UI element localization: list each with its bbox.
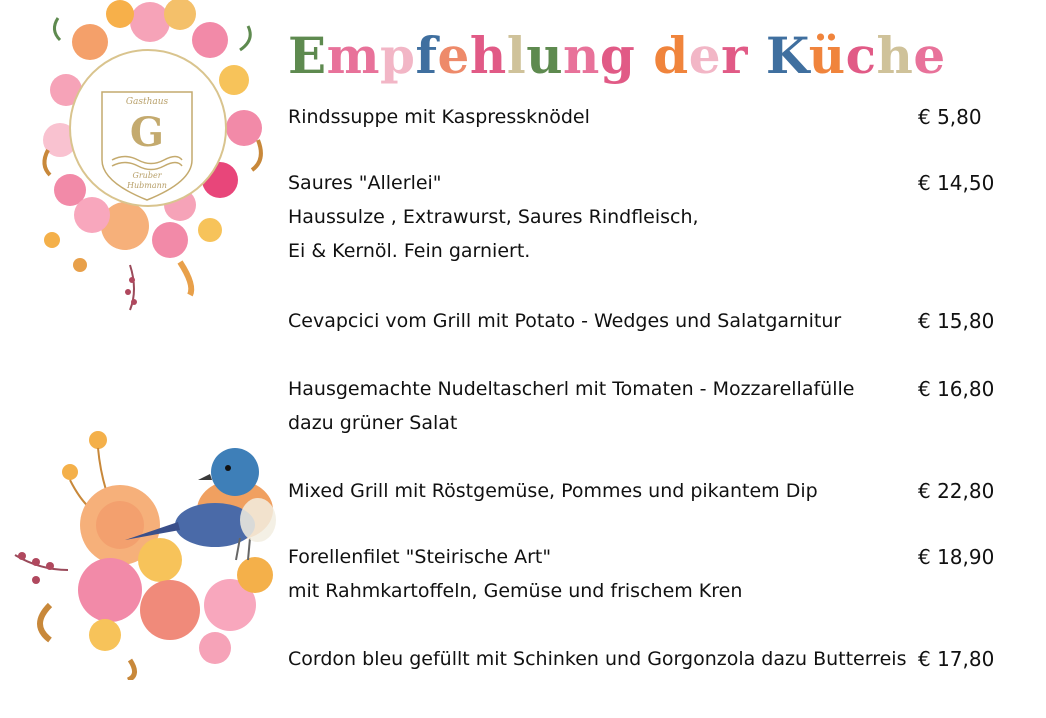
logo-letter: G: [129, 109, 165, 156]
menu-item-line: Cordon bleu gefüllt mit Schinken und Gorgonzola dazu Butterreis: [288, 648, 907, 670]
title-letter: c: [845, 26, 877, 85]
menu-item-price: € 17,80: [918, 647, 995, 671]
logo-bottom-text-2: Hubmann: [127, 181, 167, 190]
menu-item-line: Hausgemachte Nudeltascherl mit Tomaten - Mozzarellafülle: [288, 378, 855, 400]
title-letter: h: [469, 26, 507, 85]
menu-item-description: [288, 474, 898, 508]
title-letter: l: [506, 26, 527, 85]
menu-item-description: [288, 372, 898, 440]
menu-item-line: Mixed Grill mit Röstgemüse, Pommes und pikantem Dip: [288, 480, 818, 502]
menu-item-description: [288, 540, 898, 608]
title-letter: h: [876, 26, 914, 85]
menu-item-description: [288, 100, 898, 134]
menu-item-price: € 15,80: [918, 309, 995, 333]
title-letter: e: [437, 26, 470, 85]
menu-item-price: € 16,80: [918, 377, 995, 401]
logo-bottom-text-1: Gruber: [132, 171, 162, 180]
title-letter: E: [288, 26, 327, 85]
title-letter: n: [563, 26, 600, 85]
floral-wreath-logo: [30, 0, 270, 320]
title-letter: d: [653, 26, 689, 85]
logo-top-text: Gasthaus: [125, 97, 169, 107]
title-letter: g: [599, 26, 636, 85]
menu-item-line: Forellenfilet "Steirische Art": [288, 546, 552, 568]
bird-flower-illustration: [10, 430, 280, 680]
menu-item-line: Saures "Allerlei": [288, 172, 442, 194]
title-letter: K: [765, 26, 809, 85]
title-letter: p: [380, 26, 416, 85]
menu-item-line: Cevapcici vom Grill mit Potato - Wedges und Salatgarnitur: [288, 310, 842, 332]
menu-item-line: Haussulze , Extrawurst, Saures Rindfleisch,: [288, 206, 699, 228]
menu-item-description: [288, 642, 907, 676]
title-letter: ü: [808, 26, 846, 85]
menu-item-price: € 22,80: [918, 479, 995, 503]
menu-item-price: € 18,90: [918, 545, 995, 569]
title-letter: u: [526, 26, 564, 85]
menu-item-line: dazu grüner Salat: [288, 412, 458, 434]
title-letter: e: [688, 26, 722, 85]
title-letter: m: [326, 26, 381, 85]
title-letter: r: [721, 26, 748, 85]
title-letter: [635, 26, 653, 85]
menu-item-price: € 14,50: [918, 171, 995, 195]
menu-item-price: € 5,80: [918, 105, 982, 129]
menu-item-description: [288, 166, 898, 268]
menu-item-line: mit Rahmkartoffeln, Gemüse und frischem Kren: [288, 580, 743, 602]
title-letter: e: [913, 26, 946, 85]
page-title: [288, 24, 946, 88]
title-letter: f: [415, 26, 438, 85]
title-letter: [748, 26, 766, 85]
menu-item-line: Ei & Kernöl. Fein garniert.: [288, 240, 531, 262]
menu-item-line: Rindssuppe mit Kaspressknödel: [288, 106, 590, 128]
menu-item-description: [288, 304, 898, 338]
